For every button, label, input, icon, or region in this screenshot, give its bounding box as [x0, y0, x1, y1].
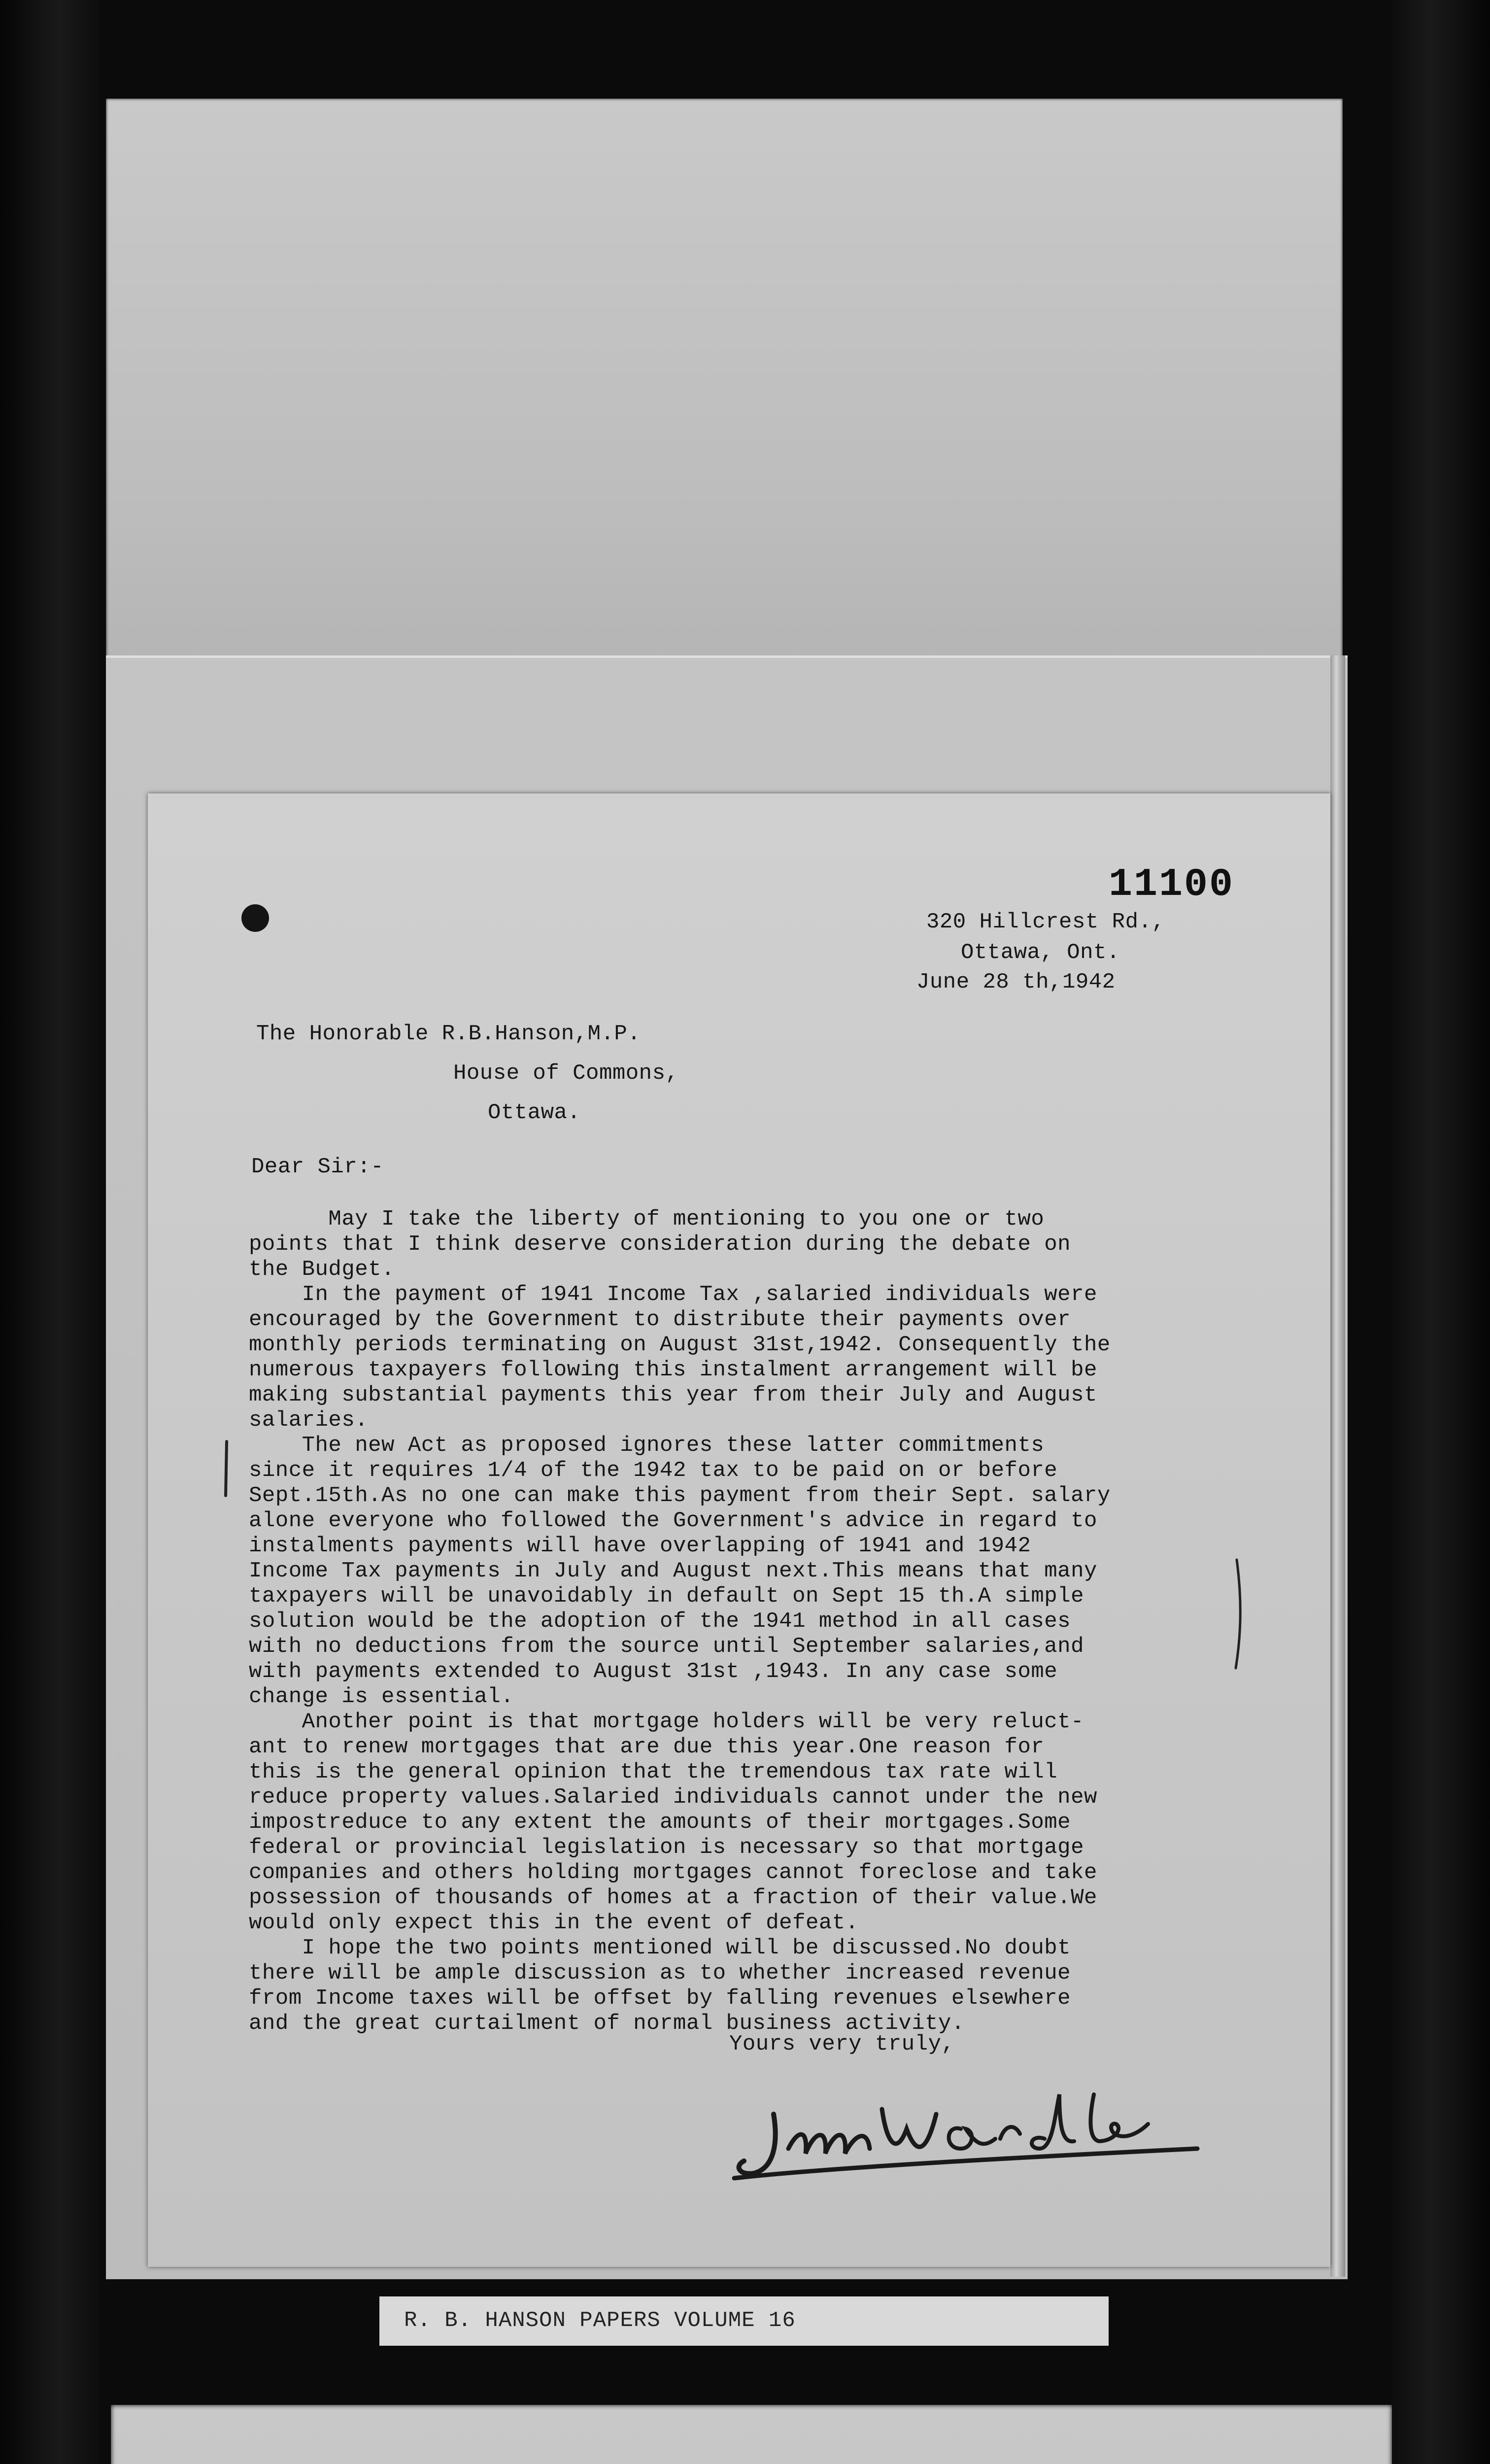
body-line: federal or provincial legislation is necessary so that mortgage [249, 1835, 1084, 1860]
body-line: since it requires 1/4 of the 1942 tax to be paid on or before [249, 1458, 1058, 1483]
punch-hole [241, 904, 269, 932]
volume-label [379, 2296, 1109, 2346]
body-line: monthly periods terminating on August 31st,1942. Consequently the [249, 1333, 1111, 1357]
body-line: Sept.15th.As no one can make this payment from their Sept. salary [249, 1483, 1111, 1508]
body-line: making substantial payments this year from their July and August [249, 1383, 1097, 1407]
body-line: taxpayers will be unavoidably in default on Sept 15 th.A simple [249, 1584, 1084, 1608]
body-line: points that I think deserve consideration during the debate on [249, 1232, 1071, 1257]
letter-date: June 28 th,1942 [916, 970, 1116, 994]
recipient-house: House of Commons, [453, 1061, 679, 1086]
body-line: change is essential. [249, 1684, 514, 1709]
sender-address-line: 320 Hillcrest Rd., [926, 910, 1165, 934]
body-line: this is the general opinion that the tremendous tax rate will [249, 1760, 1058, 1784]
body-line: impostreduce to any extent the amounts of their mortgages.Some [249, 1810, 1071, 1835]
volume-label-text: R. B. HANSON PAPERS VOLUME 16 [404, 2308, 796, 2333]
body-line: from Income taxes will be offset by falling revenues elsewhere [249, 1986, 1071, 2011]
closing: Yours very truly, [729, 2032, 955, 2056]
body-line: the Budget. [249, 1257, 395, 1282]
body-line: encouraged by the Government to distribute their payments over [249, 1307, 1071, 1332]
body-line: The new Act as proposed ignores these latter commitments [249, 1433, 1045, 1458]
margin-mark-left [217, 1439, 237, 1498]
body-line: numerous taxpayers following this instalment arrangement will be [249, 1358, 1097, 1382]
letter-page [148, 793, 1330, 2267]
recipient-name: The Honorable R.B.Hanson,M.P. [256, 1022, 641, 1046]
film-edge-left [0, 0, 99, 2464]
body-line: May I take the liberty of mentioning to you one or two [249, 1207, 1045, 1232]
archives-card [111, 2405, 1392, 2464]
margin-mark-right [1222, 1557, 1252, 1671]
film-edge-right [1391, 0, 1490, 2464]
sender-city-line: Ottawa, Ont. [961, 940, 1120, 965]
back-sheet [106, 99, 1343, 660]
body-line: I hope the two points mentioned will be discussed.No doubt [249, 1936, 1071, 1960]
body-line: solution would be the adoption of the 1941 method in all cases [249, 1609, 1071, 1634]
body-line: salaries. [249, 1408, 369, 1433]
body-line: ant to renew mortgages that are due this year.One reason for [249, 1735, 1045, 1759]
body-line: with no deductions from the source until September salaries,and [249, 1634, 1084, 1659]
recipient-city: Ottawa. [488, 1100, 581, 1125]
body-line: possession of thousands of homes at a fraction of their value.We [249, 1885, 1097, 1910]
body-line: Another point is that mortgage holders will be very reluct- [249, 1710, 1084, 1734]
body-line: alone everyone who followed the Government's advice in regard to [249, 1508, 1097, 1533]
body-line: In the payment of 1941 Income Tax ,salaried individuals were [249, 1282, 1097, 1307]
body-line: would only expect this in the event of defeat. [249, 1911, 859, 1935]
body-line: reduce property values.Salaried individuals cannot under the new [249, 1785, 1097, 1810]
body-line: instalments payments will have overlapping of 1941 and 1942 [249, 1534, 1031, 1558]
salutation: Dear Sir:- [251, 1155, 384, 1179]
sheet-edge [1330, 655, 1345, 2277]
body-line: there will be ample discussion as to whether increased revenue [249, 1961, 1071, 1985]
body-line: companies and others holding mortgages cannot foreclose and take [249, 1860, 1097, 1885]
body-line: and the great curtailment of normal business activity. [249, 2011, 965, 2036]
document-number: 11100 [1109, 862, 1235, 907]
handwritten-signature [700, 2075, 1217, 2193]
body-line: Income Tax payments in July and August next.This means that many [249, 1559, 1097, 1583]
body-line: with payments extended to August 31st ,1943. In any case some [249, 1659, 1058, 1684]
